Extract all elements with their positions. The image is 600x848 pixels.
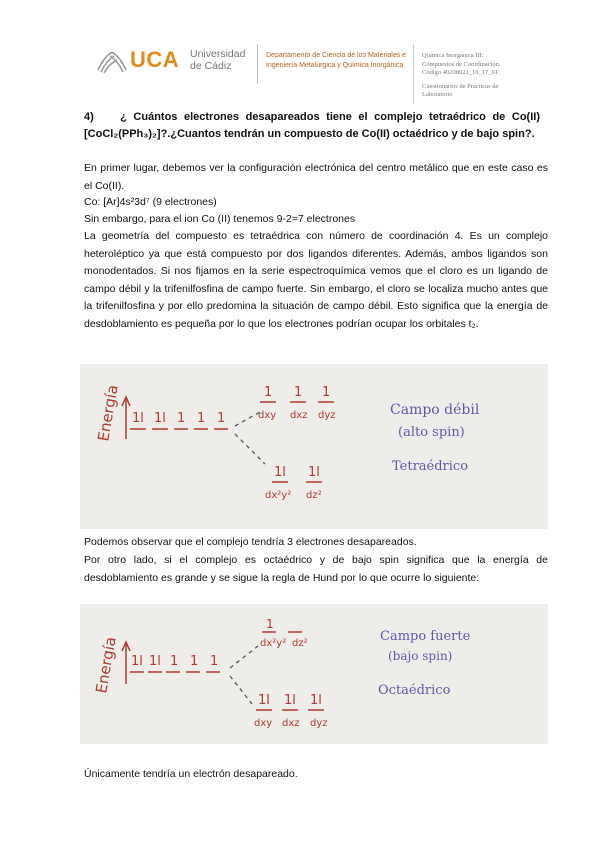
course-line-2: Compuestos de Coordinación. (422, 60, 501, 68)
left-level-2-5: 1 (210, 654, 219, 669)
paragraph-3: Sin embargo, para el ion Co (II) tenemos 9-2=7 electrones (84, 213, 356, 225)
question (84, 109, 540, 143)
left-level-2-2: 1l (149, 654, 161, 669)
crystal-field-diagram-octahedral (80, 604, 548, 744)
department-name: Departamento de Ciencia de los Materiales e Ingeniería Metalúrgica y Química Inorgánica (266, 52, 407, 69)
university-name (190, 48, 245, 72)
course-line-1: Química Inorgánica III: (422, 52, 484, 59)
left-level-2-4: 1 (190, 654, 199, 669)
quiz-line-2: Laboratorio (422, 91, 453, 98)
left-levels-2 (130, 654, 220, 672)
split-line-up-2 (230, 646, 258, 668)
lower-label-2: dz² (306, 490, 322, 501)
left-level-5: 1 (217, 411, 226, 426)
upper-label-2-2: dz² (292, 638, 308, 649)
quiz-line-1: Cuestionarios de Prácticas de (422, 82, 499, 90)
upper-label-2-1: dx²y² (260, 638, 287, 649)
paragraph-5: Podemos observar que el complejo tendría 3 electrones desapareados. (84, 536, 417, 548)
left-level-2: 1l (154, 411, 166, 426)
lower-label-2-3: dyz (310, 718, 328, 729)
university-line-2: de Cádiz (190, 60, 232, 72)
upper-label-3: dyz (318, 410, 336, 421)
lower-arrow-1: 1l (274, 465, 286, 480)
upper-arrow-1: 1 (264, 385, 273, 400)
upper-levels (258, 385, 336, 421)
lower-arrow-2: 1l (308, 465, 320, 480)
lower-levels (265, 465, 322, 501)
lower-label-1: dx²y² (265, 490, 292, 501)
crystal-field-diagram-tetrahedral (80, 364, 548, 529)
lower-arrow-2-1: 1l (258, 693, 270, 708)
left-level-2-1: 1l (131, 654, 143, 669)
split-line-up (235, 412, 260, 426)
paragraph-6: Por otro lado, si el complejo es octaédrico y de bajo spin significa que la energía de desdoblamiento es grande y se sigue la regla de Hund por lo que ocurre lo siguiente: (84, 554, 548, 584)
split-line-down-2 (230, 676, 252, 704)
uca-emblem-icon (95, 44, 129, 78)
note-spin: (alto spin) (398, 425, 465, 440)
upper-arrow-2: 1 (294, 385, 303, 400)
lower-label-2-2: dxz (282, 718, 300, 729)
paragraph-7: Únicamente tendría un electrón desapareado. (84, 768, 298, 780)
paragraph-1: En primer lugar, debemos ver la configuración electrónica del centro metálico que en este caso es el Co(II). (84, 162, 548, 192)
upper-label-1: dxy (258, 410, 277, 421)
upper-label-2: dxz (290, 410, 308, 421)
course-line-3: Código 40208021_16_17_01. (422, 69, 500, 76)
note-field-strength: Campo débil (390, 402, 480, 418)
left-levels (130, 411, 228, 429)
upper-levels-2 (260, 617, 308, 649)
header-divider (257, 44, 258, 84)
left-level-1: 1l (132, 411, 144, 426)
lower-label-2-1: dxy (254, 718, 273, 729)
question-text: ¿ Cuántos electrones desapareados tiene el complejo tetraédrico de Co(II) [CoCl₂(PPh₃)₂]?.¿Cuantos tendrán un compuesto de Co(II) octaédrico y de bajo spin?. (84, 111, 540, 140)
paragraph-2: Co: [Ar]4s²3d⁷ (9 electrones) (84, 196, 217, 208)
lower-levels-2 (254, 693, 328, 729)
left-level-4: 1 (197, 411, 206, 426)
course-info (422, 52, 552, 100)
paragraph-4: La geometría del compuesto es tetraédrica con número de coordinación 4. Es un complejo heteroléptico ya que está compuesto por dos ligandos diferentes. Además, ambos ligandos son monodentados. Si nos fijamos en la serie espectroquímica vemos que el cloro es un ligando de campo débil y la trifenilfosfina de campo fuerte. Sin embargo, el cloro se localiza mucho antes que la trifenilfosfina y por ello predomina la situación de campo débil. Esto significa que la energía de desdoblamiento es pequeña por lo que los electrones podrían ocupar los orbitales t₂. (84, 230, 548, 330)
diagram-photo-octahedral (80, 604, 548, 744)
note-field-strength-2: Campo fuerte (380, 629, 471, 644)
energy-axis-label-2: Energía (92, 635, 120, 695)
header-divider-2 (413, 44, 414, 104)
question-number: 4) (84, 111, 94, 123)
upper-arrow-3: 1 (322, 385, 331, 400)
left-level-2-3: 1 (170, 654, 179, 669)
note-spin-2: (bajo spin) (388, 649, 453, 663)
university-line-1: Universidad (190, 48, 246, 60)
note-geometry: Tetraédrico (392, 459, 469, 474)
lower-arrow-2-3: 1l (310, 693, 322, 708)
left-level-3: 1 (177, 411, 186, 426)
energy-axis-label: Energía (94, 383, 122, 443)
lower-arrow-2-2: 1l (284, 693, 296, 708)
upper-arrow-2-1: 1 (266, 617, 274, 631)
note-geometry-2: Octaédrico (378, 683, 451, 698)
logo-wordmark: UCA (130, 47, 180, 72)
split-line-down (235, 434, 265, 464)
diagram-photo-tetrahedral (80, 364, 548, 529)
